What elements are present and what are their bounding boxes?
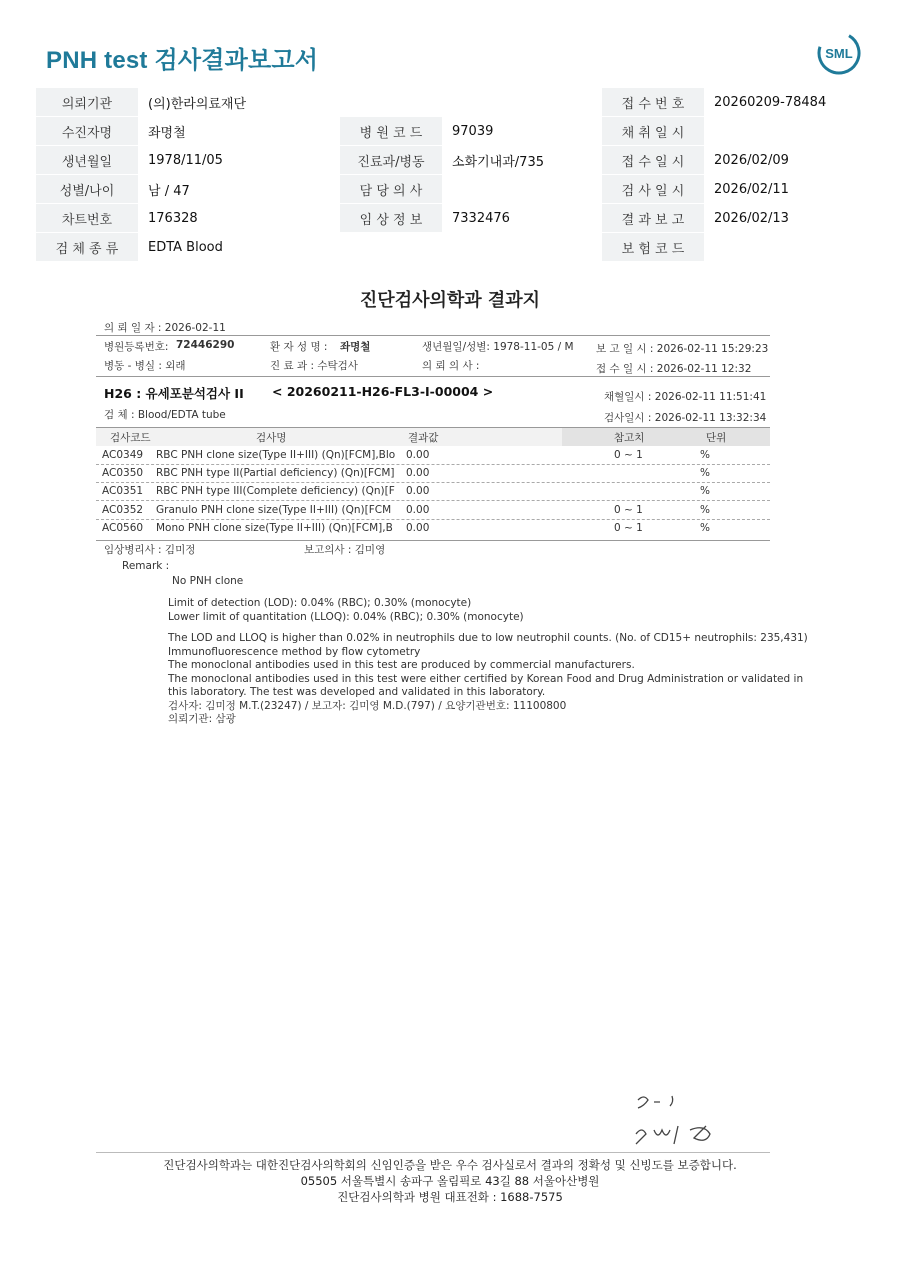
result-value: 0.00 xyxy=(406,522,430,534)
col-code: 검사코드 xyxy=(110,432,151,444)
divider xyxy=(96,335,770,336)
remark-line: Limit of detection (LOD): 0.04% (RBC); 0.30% (monocyte) xyxy=(168,597,472,609)
remark-line: The monoclonal antibodies used in this test are produced by commercial manufacturers. xyxy=(168,659,635,671)
footer-cert: 진단검사의학과는 대한진단검사의학회의 신임인증을 받은 우수 검사실로서 결과의 정확성 및 신빙도를 보증합니다. xyxy=(163,1158,737,1172)
result-unit: % xyxy=(700,467,710,479)
result-code: AC0352 xyxy=(102,504,144,516)
info-label: 성별/나이 xyxy=(36,175,138,204)
info-label: 생년월일 xyxy=(36,146,138,175)
footer-address: 05505 서울특별시 송파구 올림픽로 43길 88 서울아산병원 xyxy=(300,1174,600,1188)
remark-label: Remark : xyxy=(122,560,170,572)
requesting-doctor: 의 뢰 의 사 : xyxy=(422,360,480,372)
remark-line: 검사자: 김미정 M.T.(23247) / 보고자: 김미영 M.D.(797) / 요양기관번호: 11100800 xyxy=(168,699,567,712)
col-name: 검사명 xyxy=(256,432,287,444)
result-code: AC0351 xyxy=(102,485,144,497)
hospital-no-label: 병원등록번호: xyxy=(104,341,169,353)
request-date: 의 뢰 일 자 : 2026-02-11 xyxy=(104,322,226,334)
info-row xyxy=(36,146,864,175)
info-value: (의)한라의료재단 xyxy=(138,88,602,117)
pathologist: 임상병리사 : 김미정 xyxy=(104,544,196,556)
info-label: 검 체 종 류 xyxy=(36,233,138,262)
remark-line: The LOD and LLOQ is higher than 0.02% in neutrophils due to low neutrophil counts. (No. of CD15+ neutrophils: 235,431) xyxy=(168,632,808,644)
info-label: 수진자명 xyxy=(36,117,138,146)
result-value: 0.00 xyxy=(406,504,430,516)
reporting-doctor: 보고의사 : 김미영 xyxy=(304,544,386,556)
info-label: 검 사 일 시 xyxy=(602,175,704,204)
result-code: AC0349 xyxy=(102,449,144,461)
info-value: 2026/02/13 xyxy=(704,204,864,233)
info-value: 176328 xyxy=(138,204,340,233)
info-value xyxy=(704,233,864,262)
result-value: 0.00 xyxy=(406,449,430,461)
exam-time: 검사일시 : 2026-02-11 13:32:34 xyxy=(604,412,767,424)
row-divider xyxy=(96,482,770,483)
info-value: 2026/02/11 xyxy=(704,175,864,204)
info-row xyxy=(36,233,864,262)
birth-sex: 생년월일/성별: 1978-11-05 / M xyxy=(422,341,574,353)
remark-line: 의뢰기관: 삼광 xyxy=(168,713,236,725)
info-label: 접 수 번 호 xyxy=(602,88,704,117)
info-value xyxy=(442,175,602,204)
result-code: AC0350 xyxy=(102,467,144,479)
svg-text:SML: SML xyxy=(825,46,853,61)
divider xyxy=(96,427,770,428)
info-row xyxy=(36,175,864,204)
result-value: 0.00 xyxy=(406,485,430,497)
row-divider xyxy=(96,500,770,501)
result-name: RBC PNH clone size(Type II+III) (Qn)[FCM],Blo xyxy=(156,449,396,461)
result-value: 0.00 xyxy=(406,467,430,479)
test-id: < 20260211-H26-FL3-I-00004 > xyxy=(272,384,494,399)
info-value: 2026/02/09 xyxy=(704,146,864,175)
result-ref: 0 ~ 1 xyxy=(614,449,643,461)
remark-first: No PNH clone xyxy=(172,575,244,587)
result-unit: % xyxy=(700,485,710,497)
info-value: 7332476 xyxy=(442,204,602,233)
col-unit: 단위 xyxy=(706,432,727,444)
sml-logo xyxy=(816,30,862,76)
info-label: 채 취 일 시 xyxy=(602,117,704,146)
row-divider xyxy=(96,464,770,465)
info-label: 진료과/병동 xyxy=(340,146,442,175)
info-row xyxy=(36,88,864,117)
info-value: 97039 xyxy=(442,117,602,146)
info-value: 20260209-78484 xyxy=(704,88,864,117)
footer-contact: 진단검사의학과 병원 대표전화 : 1688-7575 xyxy=(337,1190,563,1204)
result-name: Granulo PNH clone size(Type II+III) (Qn)[FCM xyxy=(156,504,392,516)
specimen: 검 체 : Blood/EDTA tube xyxy=(104,409,226,421)
result-name: RBC PNH type II(Partial deficiency) (Qn)[FCM] xyxy=(156,467,395,479)
result-ref: 0 ~ 1 xyxy=(614,504,643,516)
result-ref: 0 ~ 1 xyxy=(614,522,643,534)
info-label: 임 상 정 보 xyxy=(340,204,442,233)
info-label: 접 수 일 시 xyxy=(602,146,704,175)
result-sheet-title: 진단검사의학과 결과지 xyxy=(359,290,541,311)
remark-line: Lower limit of quantitation (LLOQ): 0.04% (RBC); 0.30% (monocyte) xyxy=(168,610,524,623)
divider xyxy=(96,540,770,541)
info-label: 의뢰기관 xyxy=(36,88,138,117)
handwritten-signature xyxy=(620,1090,740,1160)
remark-line: The monoclonal antibodies used in this test were either certified by Korean Food and Drug Administration or validated in xyxy=(168,672,804,685)
remark-line: this laboratory. The test was developed and validated in this laboratory. xyxy=(168,686,546,698)
row-divider xyxy=(96,519,770,520)
info-label: 보 험 코 드 xyxy=(602,233,704,262)
result-name: Mono PNH clone size(Type II+III) (Qn)[FCM],B xyxy=(156,522,393,534)
info-row xyxy=(36,117,864,146)
collection-time: 채혈일시 : 2026-02-11 11:51:41 xyxy=(604,391,767,403)
info-value: 남 / 47 xyxy=(138,175,340,204)
hospital-no: 72446290 xyxy=(176,339,235,351)
patient-name: 좌명철 xyxy=(340,341,371,353)
info-value: 1978/11/05 xyxy=(138,146,340,175)
info-label: 차트번호 xyxy=(36,204,138,233)
patient-name-label: 환 자 성 명 : xyxy=(270,341,328,353)
result-unit: % xyxy=(700,522,710,534)
result-code: AC0560 xyxy=(102,522,144,534)
info-label: 병 원 코 드 xyxy=(340,117,442,146)
department: 진 료 과 : 수탁검사 xyxy=(270,360,358,372)
info-label: 결 과 보 고 xyxy=(602,204,704,233)
divider xyxy=(96,376,770,377)
footer-divider xyxy=(96,1152,770,1153)
result-unit: % xyxy=(700,449,710,461)
info-value xyxy=(704,117,864,146)
result-unit: % xyxy=(700,504,710,516)
col-ref: 참고치 xyxy=(614,432,645,444)
info-value: 소화기내과/735 xyxy=(442,146,602,175)
receipt-time: 접 수 일 시 : 2026-02-11 12:32 xyxy=(596,363,752,375)
info-row xyxy=(36,204,864,233)
col-value: 결과값 xyxy=(408,432,439,444)
test-code: H26 : 유세포분석검사 II xyxy=(104,386,244,401)
info-value: 좌명철 xyxy=(138,117,340,146)
report-time: 보 고 일 시 : 2026-02-11 15:29:23 xyxy=(596,343,769,355)
report-title: PNH test 검사결과보고서 xyxy=(46,47,319,74)
ward-room: 병동 - 병실 : 외래 xyxy=(104,360,186,372)
info-label: 담 당 의 사 xyxy=(340,175,442,204)
patient-info-table xyxy=(36,88,864,262)
remark-line: Immunofluorescence method by flow cytometry xyxy=(168,645,421,658)
info-value: EDTA Blood xyxy=(138,233,602,262)
result-name: RBC PNH type III(Complete deficiency) (Qn)[F xyxy=(156,485,395,497)
